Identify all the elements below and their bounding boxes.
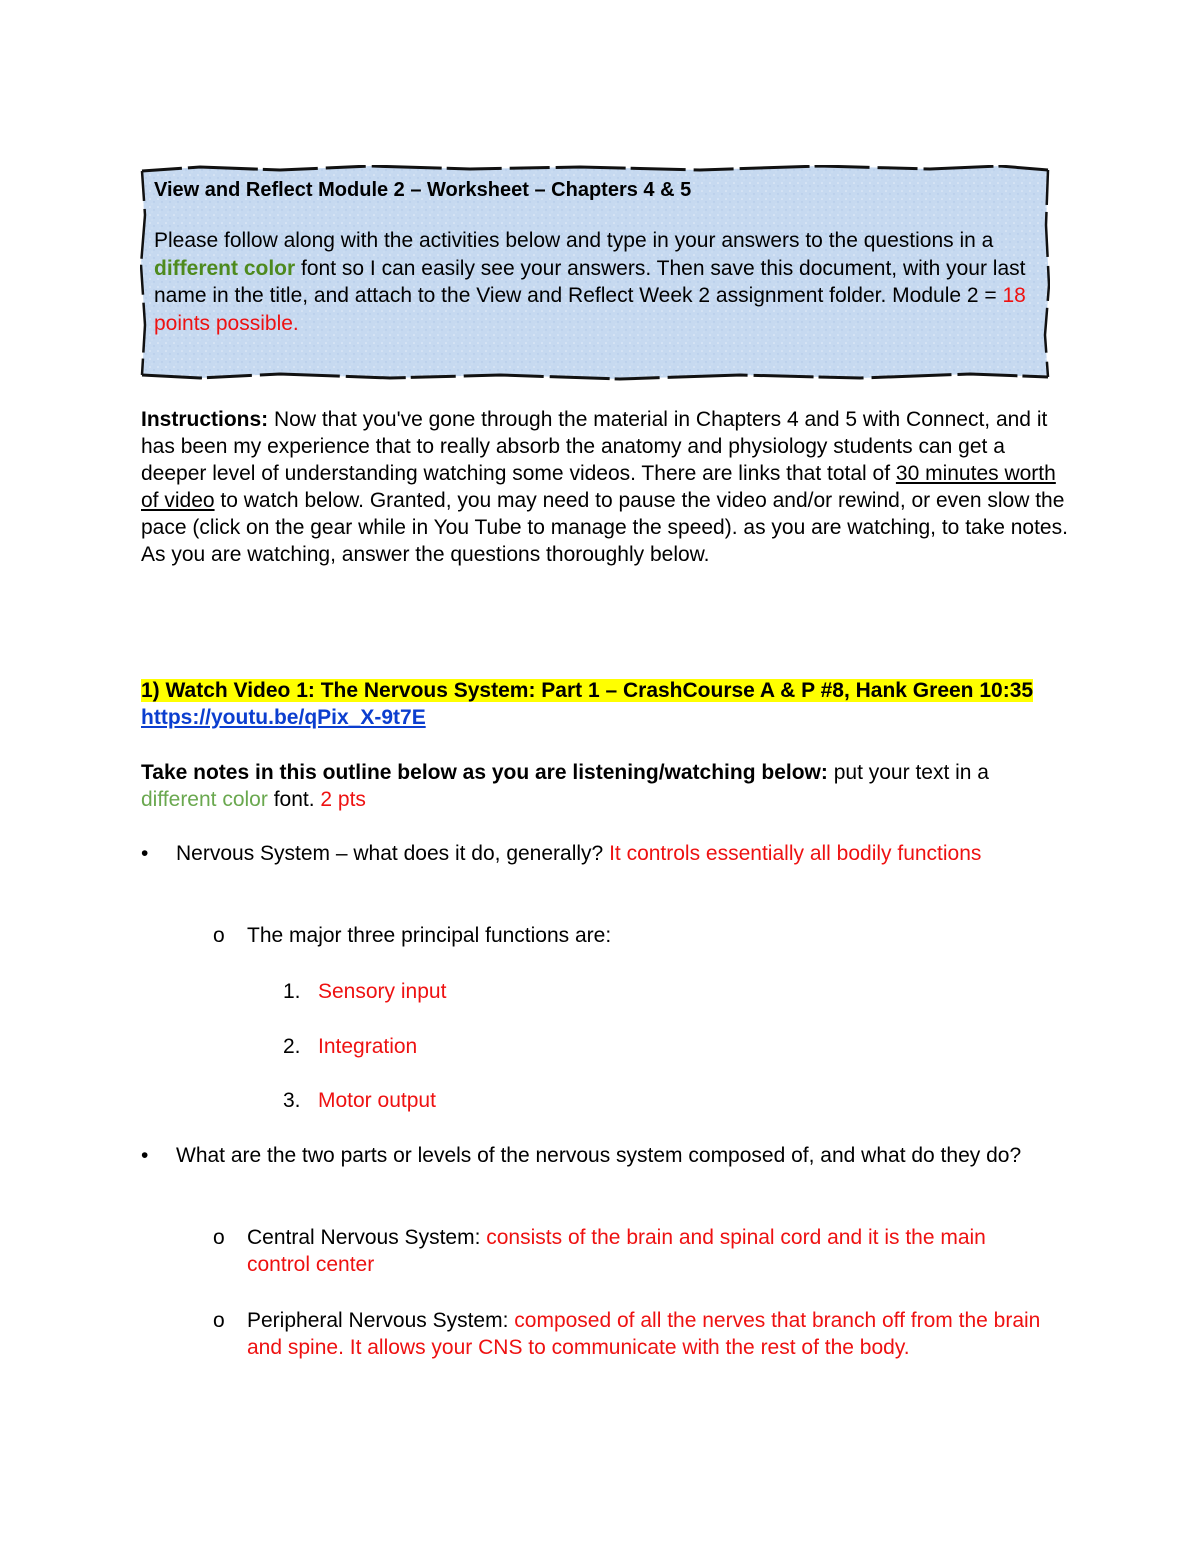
function-2-answer: Integration (318, 1035, 418, 1058)
outline-question-2: What are the two parts or levels of the nervous system composed of, and what do they do? (176, 1144, 1022, 1167)
points-possible: 18 points possible. (154, 284, 1026, 335)
function-2-number: 2. (283, 1035, 301, 1058)
video-1-title: 1) Watch Video 1: The Nervous System: Part 1 – CrashCourse A & P #8, Hank Green 10:35 (141, 679, 1034, 702)
bullet-1-marker: • (141, 842, 149, 865)
functions-question: The major three principal functions are: (247, 924, 612, 947)
instructions-text-2: to watch below. Granted, you may need to pause the video and/or rewind, or even slow the pace (click on the gear while in You Tube to manage the speed). as you are watching, to take notes. As you are watching, answer the questions thoroughly below. (141, 489, 1068, 566)
sub-bullet-pns-marker: o (213, 1309, 225, 1332)
instructions-text-1: Now that you've gone through the material in Chapters 4 and 5 with Connect, and it has been my experience that to really absorb the anatomy and physiology students can get a deeper level of understanding watching some videos. There are links that total of (141, 408, 1048, 485)
cns-label: Central Nervous System: (247, 1226, 487, 1249)
sub-bullet-cns-marker: o (213, 1226, 225, 1249)
bullet-2-marker: • (141, 1144, 149, 1167)
pns-item (247, 1307, 1047, 1361)
header-box (140, 165, 1050, 381)
notes-instruction (141, 759, 1061, 813)
notes-points: 2 pts (320, 788, 366, 811)
instructions-label: Instructions: (141, 408, 269, 431)
notes-bold-text: Take notes in this outline below as you are listening/watching below: (141, 761, 828, 784)
header-content (154, 175, 1034, 337)
pns-label: Peripheral Nervous System: (247, 1309, 515, 1332)
notes-green-text: different color (141, 788, 268, 811)
header-instructions (154, 227, 1034, 337)
video-1-link[interactable]: https://youtu.be/qPix_X-9t7E (141, 706, 426, 729)
notes-text-1: put your text in a (827, 761, 989, 784)
function-1-number: 1. (283, 980, 301, 1003)
video-1-heading (141, 677, 1041, 731)
function-3-number: 3. (283, 1089, 301, 1112)
outline-question-1 (176, 840, 1036, 867)
question-1-text: Nervous System – what does it do, generally? (176, 842, 610, 865)
worksheet-title: View and Reflect Module 2 – Worksheet – Chapters 4 & 5 (154, 179, 692, 201)
video-duration-underlined: 30 minutes worth of video (141, 462, 1056, 512)
instructions-paragraph (141, 406, 1071, 568)
cns-item (247, 1224, 1037, 1278)
function-1-answer: Sensory input (318, 980, 447, 1003)
sub-bullet-1-marker: o (213, 924, 225, 947)
cns-answer: consists of the brain and spinal cord and it is the main control center (247, 1226, 986, 1276)
header-text-2: font so I can easily see your answers. Then save this document, with your last name in the title, and attach to the View and Reflect Week 2 assignment folder. Module 2 = (154, 256, 1026, 307)
pns-answer: composed of all the nerves that branch off from the brain and spine. It allows your CNS to communicate with the rest of the body. (247, 1309, 1041, 1359)
notes-text-2: font. (267, 788, 321, 811)
function-3-answer: Motor output (318, 1089, 436, 1112)
answer-1-text: It controls essentially all bodily functions (609, 842, 982, 865)
header-text-1: Please follow along with the activities below and type in your answers to the questions in a (154, 229, 994, 252)
header-green-text: different color (154, 256, 296, 280)
